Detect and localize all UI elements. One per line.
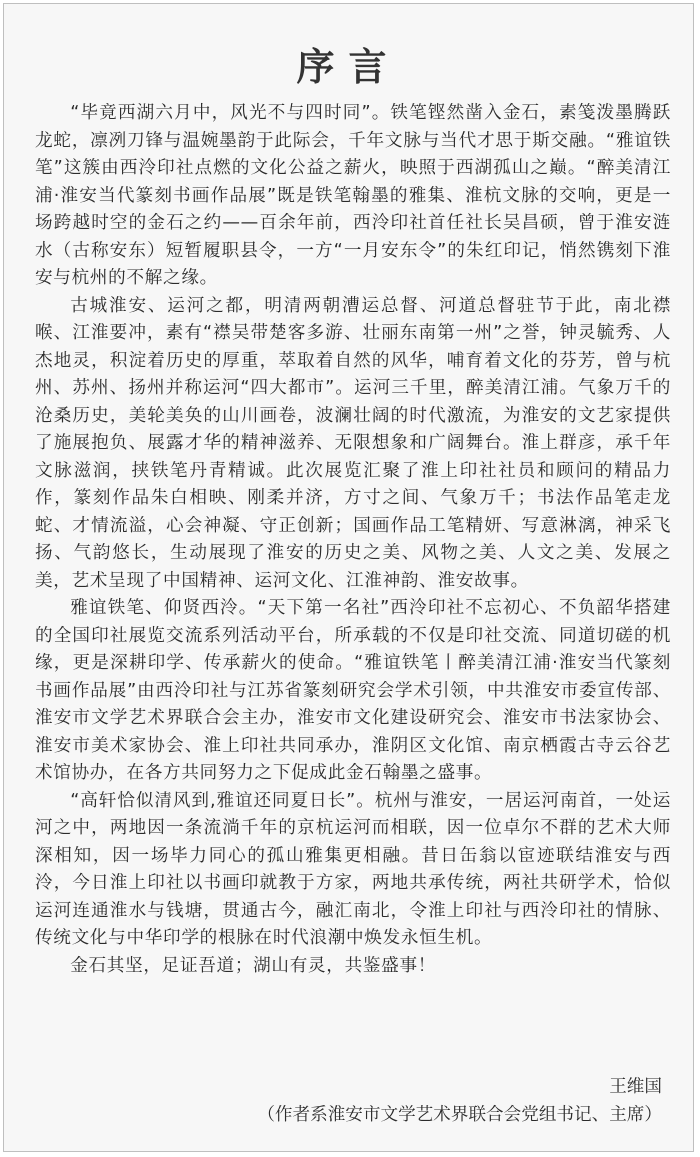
page-title: 序言 <box>296 44 401 89</box>
document-page <box>3 3 694 1152</box>
paragraph-3: 雅谊铁笔、仰贤西泠。“天下第一名社”西泠印社不忘初心、不负韶华搭建的全国印社展览交流系列活动平台，所承载的不仅是印社交流、同道切磋的机缘，更是深耕印学、传承薪火的使命。“雅谊铁笔丨醉美清江浦·淮安当代篆刻书画作品展”由西泠印社与江苏省篆刻研究会学术引领，中共淮安市委宣传部、淮安市文学艺术界联合会主办，淮安市文化建设研究会、淮安市书法家协会、淮安市美术家协会、淮上印社共同承办，淮阴区文化馆、南京栖霞古寺云谷艺术馆协办，在各方共同努力之下促成此金石翰墨之盛事。 <box>35 598 671 783</box>
signature-block <box>257 1074 662 1129</box>
paragraph-5: 金石其坚，足证吾道；湖山有灵，共鉴盛事！ <box>70 955 437 976</box>
paragraph-4: “高轩恰似清风到,雅谊还同夏日长”。杭州与淮安，一居运河南首，一处运河之中，两地因一条流淌千年的京杭运河而相联，因一位卓尔不群的艺术大师深相知，因一场毕力同心的孤山雅集更相融。昔日缶翁以宦迹联结淮安与西泠，今日淮上印社以书画印就教于方家，两地共承传统，两社共研学术，恰似运河连通淮水与钱塘，贯通古今，融汇南北，令淮上印社与西泠印社的情脉、传统文化与中华印学的根脉在时代浪潮中焕发永恒生机。 <box>35 790 671 948</box>
paragraph-1: “毕竟西湖六月中，风光不与四时同”。铁笔铿然凿入金石，素笺泼墨腾跃龙蛇，凛冽刀锋与温婉墨韵于此际会，千年文脉与当代才思于斯交融。“雅谊铁笔”这簇由西泠印社点燃的文化公益之薪火，映照于西湖孤山之巅。“醉美清江浦·淮安当代篆刻书画作品展”既是铁笔翰墨的雅集、淮杭文脉的交响，更是一场跨越时空的金石之约——百余年前，西泠印社首任社长吴昌硕，曾于淮安涟水（古称安东）短暂履职县令，一方“一月安东令”的朱红印记，悄然镌刻下淮安与杭州的不解之缘。 <box>35 103 671 288</box>
paragraph-2: 古城淮安、运河之都，明清两朝漕运总督、河道总督驻节于此，南北襟喉、江淮要冲，素有“襟吴带楚客多游、壮丽东南第一州”之誉，钟灵毓秀、人杰地灵，积淀着历史的厚重，萃取着自然的风华，哺育着文化的芬芳，曾与杭州、苏州、扬州并称运河“四大都市”。运河三千里，醉美清江浦。气象万千的沧桑历史，美轮美奂的山川画卷，波澜壮阔的时代激流，为淮安的文艺家提供了施展抱负、展露才华的精神滋养、无限想象和广阔舞台。淮上群彦，承千年文脉滋润，挟铁笔丹青精诚。此次展览汇聚了淮上印社社员和顾问的精品力作，篆刻作品朱白相映、刚柔并济，方寸之间、气象万千；书法作品笔走龙蛇、才情流溢，心会神凝、守正创新；国画作品工笔精妍、写意淋漓，神采飞扬、气韵悠长，生动展现了淮安的历史之美、风物之美、人文之美、发展之美，艺术呈现了中国精神、运河文化、江淮神韵、淮安故事。 <box>35 295 671 591</box>
article-body <box>35 100 671 980</box>
author-name: 王维国 <box>609 1077 662 1097</box>
author-title: （作者系淮安市文学艺术界联合会党组书记、主席） <box>257 1104 662 1125</box>
